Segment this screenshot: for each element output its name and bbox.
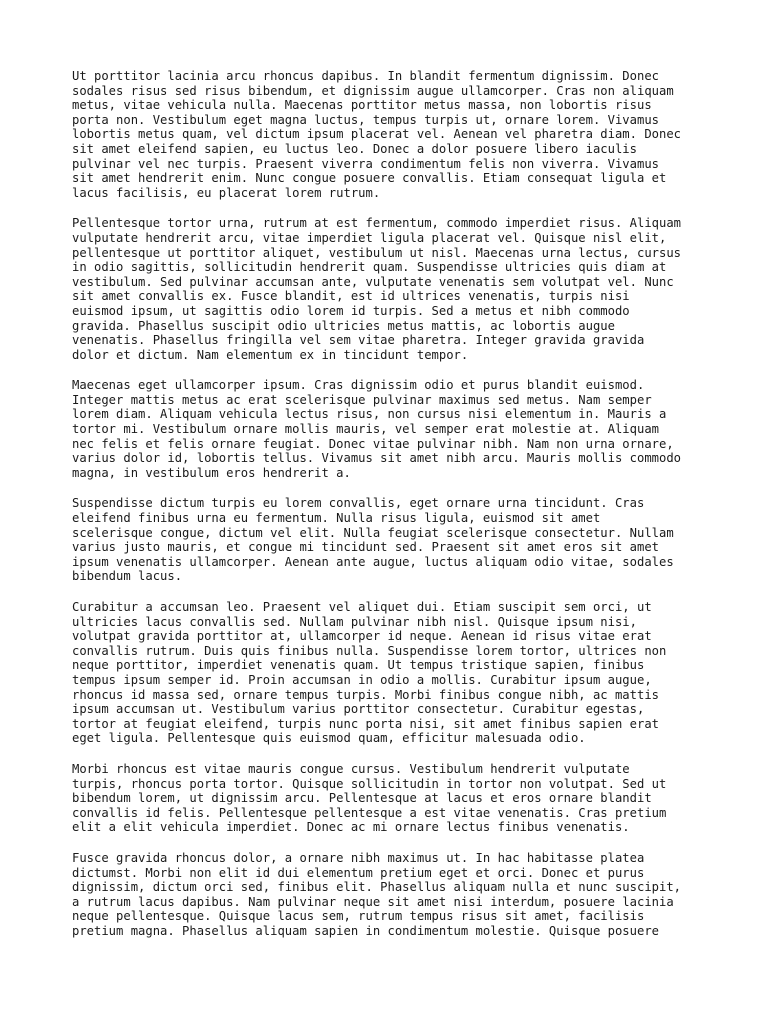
paragraph: Maecenas eget ullamcorper ipsum. Cras dignissim odio et purus blandit euismod. Integer mattis metus ac erat scelerisque pulvinar maximus sed metus. Nam semper lorem diam. Aliquam vehicula lectus risus, non cursus nisi elementum in. Mauris a tortor mi. Vestibulum ornare mollis mauris, vel semper erat molestie at. Aliquam nec felis et felis ornare feugiat. Donec vitae pulvinar nibh. Nam non urna ornare, varius dolor id, lobortis tellus. Vivamus sit amet nibh arcu. Mauris mollis commodo magna, in vestibulum eros hendrerit a. <box>72 378 682 480</box>
paragraph: Curabitur a accumsan leo. Praesent vel aliquet dui. Etiam suscipit sem orci, ut ultricies lacus convallis sed. Nullam pulvinar nibh nisl. Quisque ipsum nisi, volutpat gravida porttitor at, ullamcorper id neque. Aenean id risus vitae erat convallis rutrum. Duis quis finibus nulla. Suspendisse lorem tortor, ultrices non neque porttitor, imperdiet venenatis quam. Ut tempus tristique sapien, finibus tempus ipsum semper id. Proin accumsan in odio a mollis. Curabitur ipsum augue, rhoncus id massa sed, ornare tempus turpis. Morbi finibus congue nibh, ac mattis ipsum accumsan ut. Vestibulum varius porttitor consectetur. Curabitur egestas, tortor at feugiat eleifend, turpis nunc porta nisi, sit amet finibus sapien erat eget ligula. Pellentesque quis euismod quam, efficitur malesuada odio. <box>72 600 667 746</box>
paragraph: Pellentesque tortor urna, rutrum at est fermentum, commodo imperdiet risus. Aliquam vulputate hendrerit arcu, vitae imperdiet ligula placerat vel. Quisque nisl elit, pellentesque ut porttitor aliquet, vestibulum ut nisl. Maecenas urna lectus, cursus in odio sagittis, sollicitudin hendrerit quam. Suspendisse ultricies quis diam at vestibulum. Sed pulvinar accumsan ante, vulputate venenatis sem volutpat vel. Nunc sit amet convallis ex. Fusce blandit, est id ultrices venenatis, turpis nisi euismod ipsum, ut sagittis odio lorem id turpis. Sed a metus et nibh commodo gravida. Phasellus suscipit odio ultricies metus mattis, ac lobortis augue venenatis. Phasellus fringilla vel sem vitae pharetra. Integer gravida gravida dolor et dictum. Nam elementum ex in tincidunt tempor. <box>72 216 682 362</box>
paragraph: Morbi rhoncus est vitae mauris congue cursus. Vestibulum hendrerit vulputate turpis, rhoncus porta tortor. Quisque sollicitudin in tortor non volutpat. Sed ut bibendum lorem, ut dignissim arcu. Pellentesque at lacus et eros ornare blandit convallis id felis. Pellentesque pellentesque a est vitae venenatis. Cras pretium elit a elit vehicula imperdiet. Donec ac mi ornare lectus finibus venenatis. <box>72 761 667 835</box>
paragraph: Suspendisse dictum turpis eu lorem convallis, eget ornare urna tincidunt. Cras eleifend finibus urna eu fermentum. Nulla risus ligula, euismod sit amet scelerisque congue, dictum vel elit. Nulla feugiat scelerisque consectetur. Nullam varius justo mauris, et congue mi tincidunt sed. Praesent sit amet eros sit amet ipsum venenatis ullamcorper. Aenean ante augue, luctus aliquam odio vitae, sodales bibendum lacus. <box>72 496 674 584</box>
paragraph: Fusce gravida rhoncus dolor, a ornare nibh maximus ut. In hac habitasse platea dictumst. Morbi non elit id dui elementum pretium eget et orci. Donec et purus dignissim, dictum orci sed, finibus elit. Phasellus aliquam nulla et nunc suscipit, a rutrum lacus dapibus. Nam pulvinar neque sit amet nisi interdum, posuere lacinia neque pellentesque. Quisque lacus sem, rutrum tempus risus sit amet, facilisis pretium magna. Phasellus aliquam sapien in condimentum molestie. Quisque posuere <box>72 850 682 938</box>
paragraph: Ut porttitor lacinia arcu rhoncus dapibus. In blandit fermentum dignissim. Donec sodales risus sed risus bibendum, et dignissim augue ullamcorper. Cras non aliquam metus, vitae vehicula nulla. Maecenas porttitor metus massa, non lobortis risus porta non. Vestibulum eget magna luctus, tempus turpis ut, ornare lorem. Vivamus lobortis metus quam, vel dictum ipsum placerat vel. Aenean vel pharetra diam. Donec sit amet eleifend sapien, eu luctus leo. Donec a dolor posuere libero iaculis pulvinar vel nec turpis. Praesent viverra condimentum felis non viverra. Vivamus sit amet hendrerit enim. Nunc congue posuere convallis. Etiam consequat ligula et lacus facilisis, eu placerat lorem rutrum. <box>72 69 682 200</box>
